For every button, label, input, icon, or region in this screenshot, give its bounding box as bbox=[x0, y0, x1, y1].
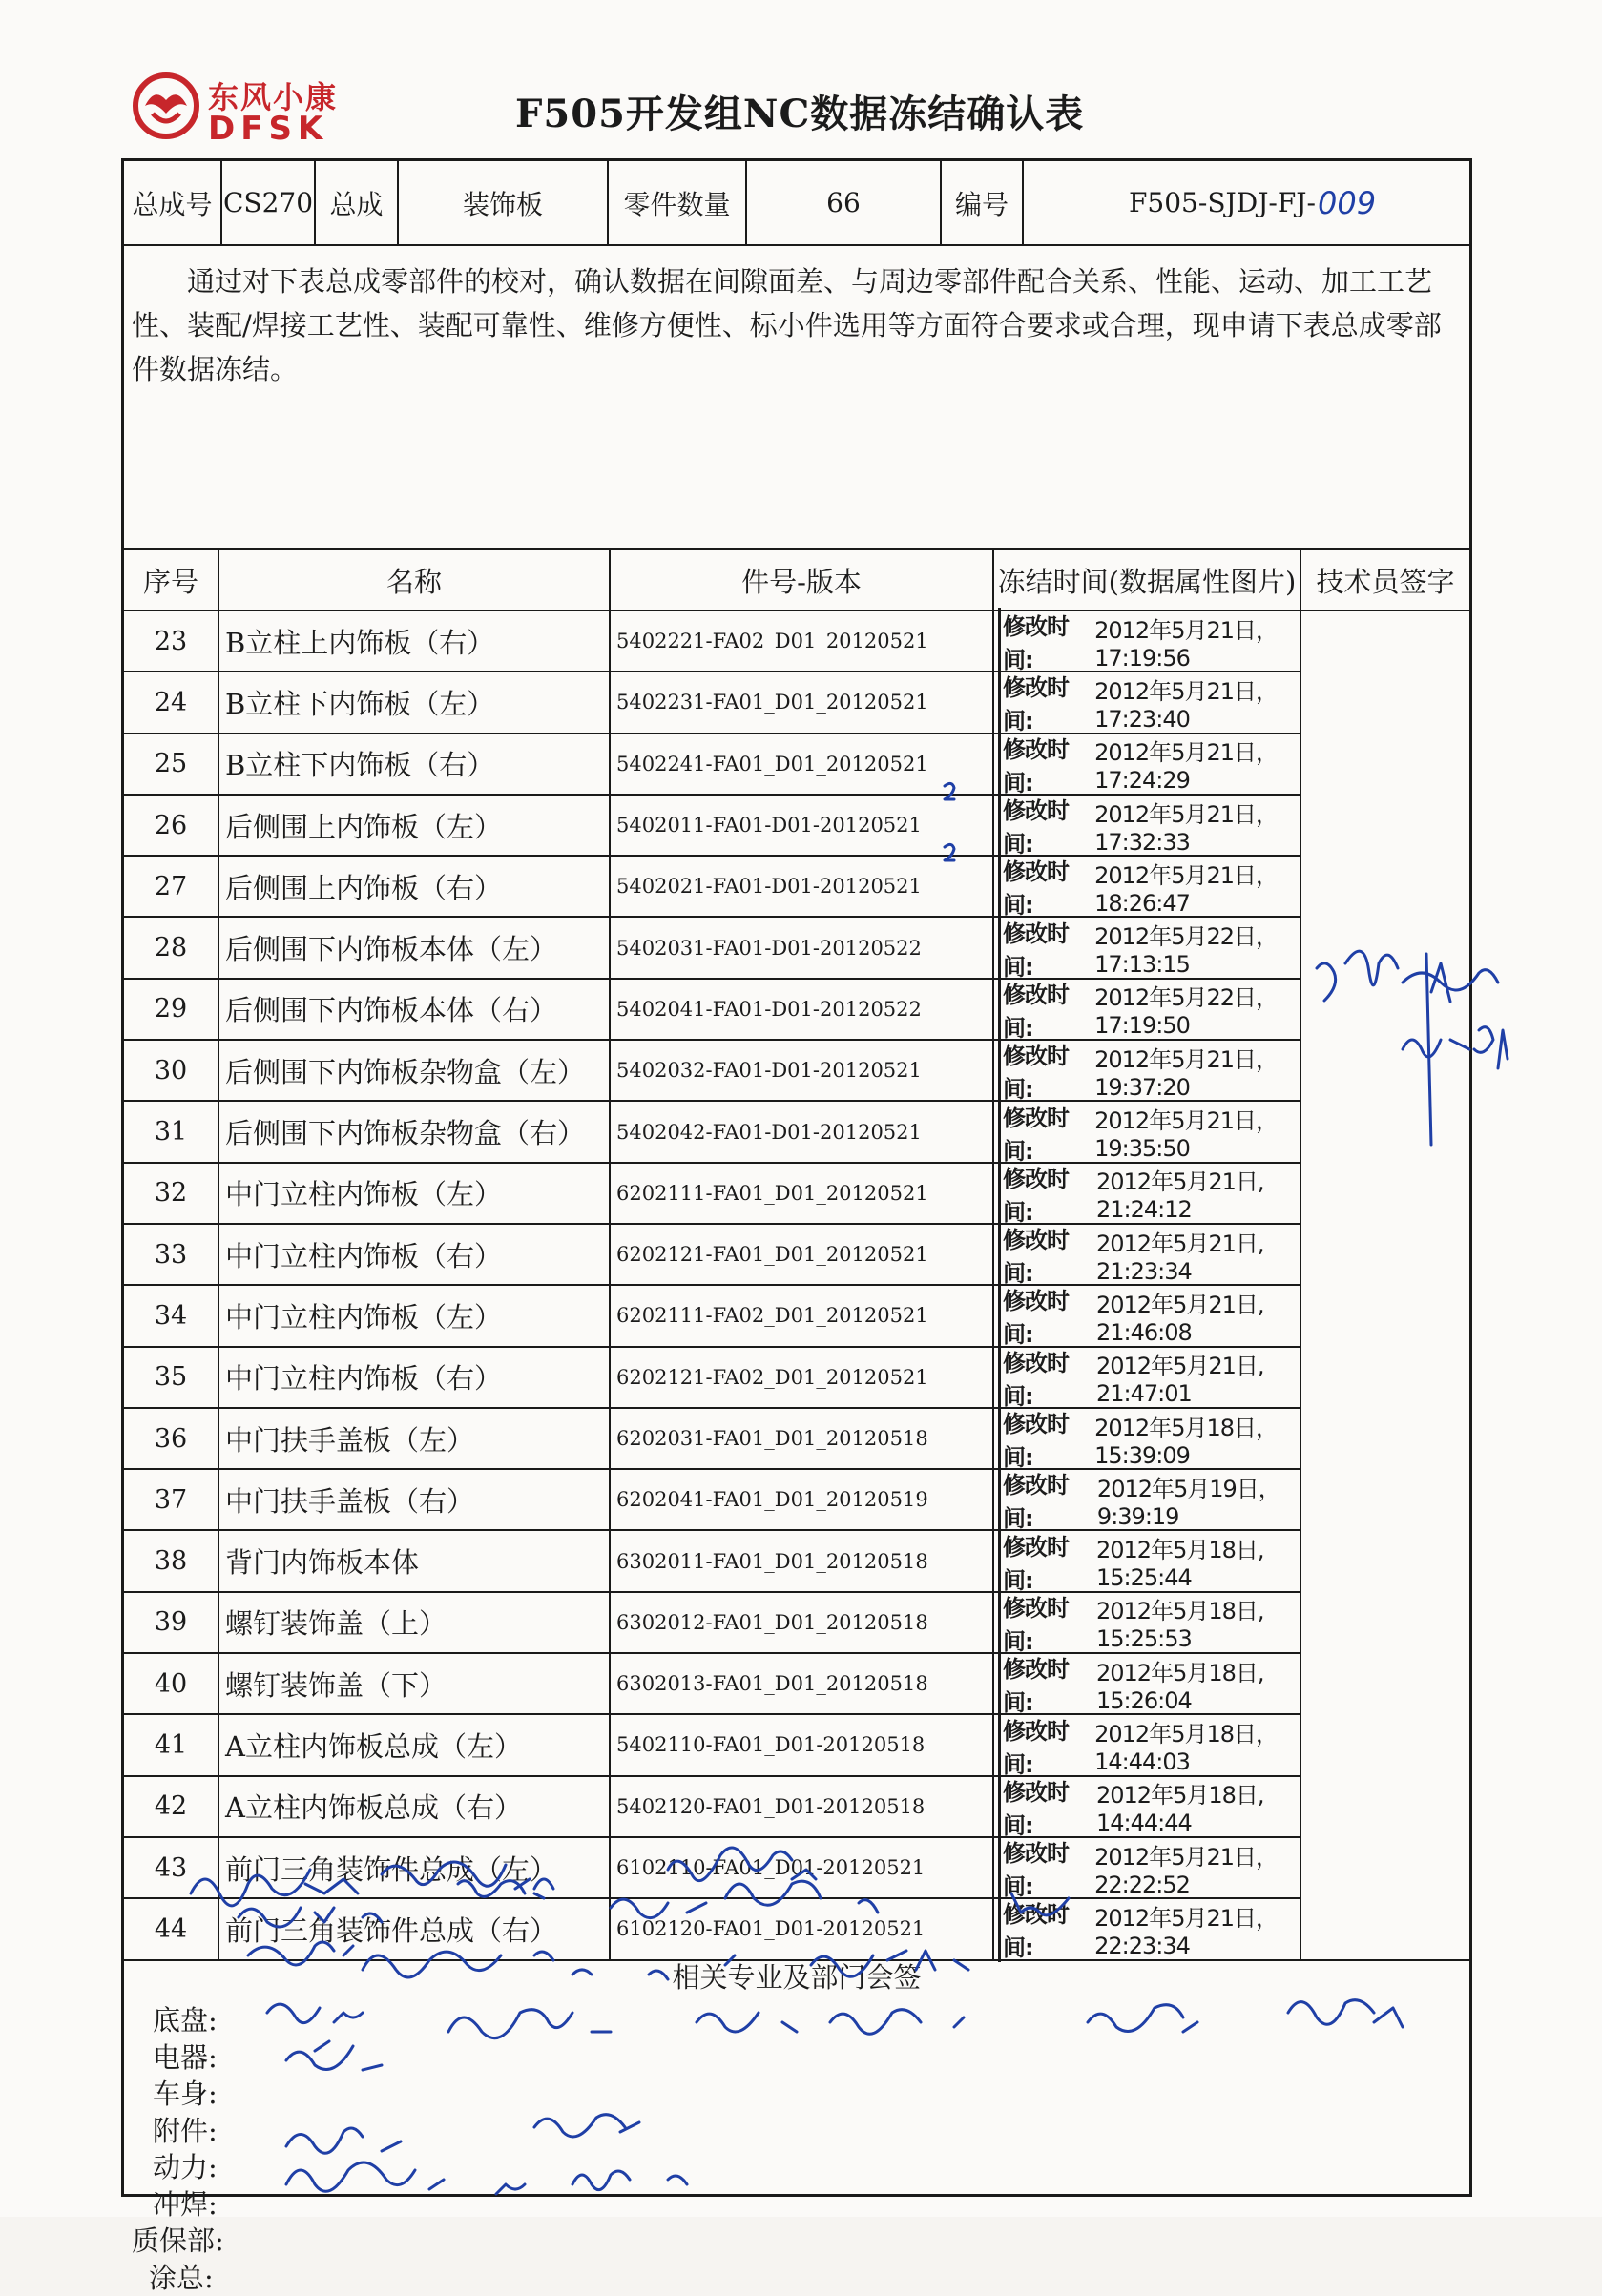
part-number: 6102120-FA01_D01-20120521 bbox=[611, 1899, 994, 1958]
freeze-time bbox=[994, 1041, 1301, 1100]
row-number: 36 bbox=[124, 1409, 219, 1468]
col-header-name: 名称 bbox=[219, 550, 611, 611]
code-handwritten: 009 bbox=[1318, 185, 1376, 221]
time-value: 2012年5月22日，17:13:15 bbox=[1094, 918, 1300, 978]
part-number: 6302012-FA01_D01_20120518 bbox=[611, 1593, 994, 1652]
freeze-time bbox=[994, 1286, 1301, 1345]
time-label: 修改时间: bbox=[998, 1650, 1075, 1717]
part-name: 后侧围上内饰板（右） bbox=[219, 857, 611, 916]
table-row bbox=[124, 1654, 1301, 1715]
time-value: 2012年5月21日, 21:46:08 bbox=[1096, 1286, 1300, 1346]
time-value: 2012年5月22日，17:19:50 bbox=[1094, 979, 1300, 1039]
time-label: 修改时间: bbox=[998, 976, 1073, 1043]
part-number: 5402021-FA01-D01-20120521 bbox=[611, 857, 994, 916]
freeze-time bbox=[994, 796, 1301, 855]
table-row bbox=[124, 1225, 1301, 1286]
dfsk-logo bbox=[132, 72, 346, 143]
time-value: 2012年5月21日, 21:24:12 bbox=[1096, 1163, 1300, 1223]
time-label: 修改时间: bbox=[998, 1037, 1073, 1104]
col-header-part: 件号-版本 bbox=[611, 550, 994, 611]
freeze-time bbox=[994, 1531, 1301, 1590]
row-number: 25 bbox=[124, 734, 219, 794]
time-value: 2012年5月21日，22:23:34 bbox=[1094, 1899, 1300, 1959]
part-count-label: 零件数量 bbox=[609, 161, 747, 246]
time-label: 修改时间: bbox=[998, 1466, 1076, 1533]
part-name: A立柱内饰板总成（右） bbox=[219, 1777, 611, 1836]
assembly-value: 装饰板 bbox=[399, 161, 609, 246]
cosign-title: 相关专业及部门会签 bbox=[124, 1956, 1469, 1996]
time-value: 2012年5月21日，22:22:52 bbox=[1094, 1838, 1300, 1898]
time-value: 2012年5月18日，15:39:09 bbox=[1094, 1409, 1300, 1469]
time-label: 修改时间: bbox=[998, 915, 1073, 982]
part-name: 后侧围上内饰板（左） bbox=[219, 796, 611, 855]
part-number: 5402241-FA01_D01_20120521 bbox=[611, 734, 994, 794]
time-label: 修改时间: bbox=[998, 1773, 1075, 1840]
row-number: 44 bbox=[124, 1899, 219, 1958]
cosign-label: 底盘: bbox=[153, 2002, 224, 2039]
freeze-time bbox=[994, 1102, 1301, 1161]
time-label: 修改时间: bbox=[998, 1589, 1075, 1656]
cosign-label: 电器: bbox=[153, 2039, 224, 2077]
time-label: 修改时间: bbox=[998, 1221, 1075, 1288]
part-name: 后侧围下内饰板本体（左） bbox=[219, 918, 611, 977]
part-name: A立柱内饰板总成（左） bbox=[219, 1715, 611, 1774]
table-row bbox=[124, 1899, 1301, 1960]
row-number: 34 bbox=[124, 1286, 219, 1345]
freeze-time bbox=[994, 1225, 1301, 1284]
part-name: 前门三角装饰件总成（右） bbox=[219, 1899, 611, 1958]
freeze-time bbox=[994, 1838, 1301, 1897]
time-label: 修改时间: bbox=[998, 1834, 1073, 1901]
part-number: 6202041-FA01_D01_20120519 bbox=[611, 1470, 994, 1529]
table-row bbox=[124, 1593, 1301, 1654]
time-value: 2012年5月18日, 15:26:04 bbox=[1096, 1654, 1300, 1714]
time-label: 修改时间: bbox=[998, 608, 1073, 674]
table-row bbox=[124, 1531, 1301, 1592]
freeze-time bbox=[994, 611, 1301, 671]
time-label: 修改时间: bbox=[998, 1282, 1075, 1349]
part-number: 5402110-FA01_D01-20120518 bbox=[611, 1715, 994, 1774]
time-label: 修改时间: bbox=[998, 1160, 1075, 1227]
time-value: 2012年5月21日，17:32:33 bbox=[1094, 796, 1300, 856]
part-number: 6302013-FA01_D01_20120518 bbox=[611, 1654, 994, 1713]
part-name: B立柱上内饰板（右） bbox=[219, 611, 611, 671]
part-name: B立柱下内饰板（左） bbox=[219, 672, 611, 732]
part-number: 5402120-FA01_D01-20120518 bbox=[611, 1777, 994, 1836]
time-label: 修改时间: bbox=[998, 1344, 1075, 1411]
col-header-time: 冻结时间(数据属性图片) bbox=[994, 550, 1301, 611]
freeze-time bbox=[994, 918, 1301, 977]
part-name: 后侧围下内饰板本体（右） bbox=[219, 980, 611, 1039]
row-number: 27 bbox=[124, 857, 219, 916]
row-number: 37 bbox=[124, 1470, 219, 1529]
row-number: 28 bbox=[124, 918, 219, 977]
row-number: 43 bbox=[124, 1838, 219, 1897]
code-label: 编号 bbox=[942, 161, 1024, 246]
time-label: 修改时间: bbox=[998, 1099, 1073, 1166]
time-value: 2012年5月21日，18:26:47 bbox=[1094, 857, 1300, 917]
row-number: 30 bbox=[124, 1041, 219, 1100]
time-label: 修改时间: bbox=[998, 1405, 1073, 1472]
freeze-time bbox=[994, 1348, 1301, 1407]
part-number: 5402042-FA01-D01-20120521 bbox=[611, 1102, 994, 1161]
table-row bbox=[124, 1348, 1301, 1409]
table-row bbox=[124, 1164, 1301, 1225]
table-row bbox=[124, 672, 1301, 734]
part-number: 5402031-FA01-D01-20120522 bbox=[611, 918, 994, 977]
confirmation-form bbox=[121, 158, 1472, 2197]
part-name: 前门三角装饰件总成（左） bbox=[219, 1838, 611, 1897]
row-number: 42 bbox=[124, 1777, 219, 1836]
time-label: 修改时间: bbox=[998, 1712, 1073, 1779]
cosign-label: 质保部: bbox=[132, 2223, 224, 2260]
row-number: 41 bbox=[124, 1715, 219, 1774]
table-row bbox=[124, 1777, 1301, 1838]
row-number: 24 bbox=[124, 672, 219, 732]
intro-paragraph: 通过对下表总成零部件的校对，确认数据在间隙面差、与周边零部件配合关系、性能、运动、加工工艺性、装配/焊接工艺性、装配可靠性、维修方便性、标小件选用等方面符合要求或合理，现申请下表总成零部件数据冻结。 bbox=[124, 246, 1469, 550]
time-label: 修改时间: bbox=[998, 792, 1073, 858]
time-value: 2012年5月21日，17:24:29 bbox=[1094, 734, 1300, 794]
page-title: F505开发组NC数据冻结确认表 bbox=[515, 84, 1084, 138]
time-value: 2012年5月18日, 14:44:44 bbox=[1096, 1776, 1300, 1836]
time-value: 2012年5月21日，17:23:40 bbox=[1094, 672, 1300, 733]
part-name: 后侧围下内饰板杂物盒（右） bbox=[219, 1102, 611, 1161]
time-value: 2012年5月18日, 15:25:53 bbox=[1096, 1592, 1300, 1652]
part-name: B立柱下内饰板（右） bbox=[219, 734, 611, 794]
time-value: 2012年5月21日，17:19:56 bbox=[1094, 611, 1300, 672]
freeze-time bbox=[994, 980, 1301, 1039]
table-row bbox=[124, 1470, 1301, 1531]
time-label: 修改时间: bbox=[998, 669, 1073, 735]
part-name: 螺钉装饰盖（下） bbox=[219, 1654, 611, 1713]
parts-table-body bbox=[124, 611, 1301, 1961]
part-number: 6202121-FA02_D01_20120521 bbox=[611, 1348, 994, 1407]
time-label: 修改时间: bbox=[998, 1528, 1075, 1595]
table-row bbox=[124, 857, 1301, 918]
table-row bbox=[124, 611, 1301, 672]
cosign-label: 动力: bbox=[153, 2149, 224, 2186]
time-value: 2012年5月18日, 15:25:44 bbox=[1096, 1531, 1300, 1591]
part-name: 背门内饰板本体 bbox=[219, 1531, 611, 1590]
part-name: 中门立柱内饰板（右） bbox=[219, 1348, 611, 1407]
table-row bbox=[124, 796, 1301, 857]
cosign-label: 涂总: bbox=[149, 2260, 224, 2296]
time-label: 修改时间: bbox=[998, 731, 1073, 797]
freeze-time bbox=[994, 672, 1301, 732]
part-name: 中门扶手盖板（右） bbox=[219, 1470, 611, 1529]
table-row bbox=[124, 734, 1301, 796]
part-number: 6202111-FA02_D01_20120521 bbox=[611, 1286, 994, 1345]
table-row bbox=[124, 1102, 1301, 1163]
logo-english-text: DFSK bbox=[208, 110, 328, 148]
part-name: 后侧围下内饰板杂物盒（左） bbox=[219, 1041, 611, 1100]
table-row bbox=[124, 1409, 1301, 1470]
part-name: 螺钉装饰盖（上） bbox=[219, 1593, 611, 1652]
time-label: 修改时间: bbox=[998, 1895, 1073, 1962]
row-number: 32 bbox=[124, 1164, 219, 1223]
freeze-time bbox=[994, 1715, 1301, 1774]
freeze-time bbox=[994, 1409, 1301, 1468]
part-name: 中门立柱内饰板（左） bbox=[219, 1286, 611, 1345]
freeze-time bbox=[994, 1777, 1301, 1836]
logo-chinese-text: 东风小康 bbox=[208, 73, 338, 117]
part-number: 6202111-FA01_D01_20120521 bbox=[611, 1164, 994, 1223]
part-name: 中门立柱内饰板（左） bbox=[219, 1164, 611, 1223]
col-header-signature: 技术员签字 bbox=[1301, 550, 1469, 611]
time-value: 2012年5月21日, 21:23:34 bbox=[1096, 1225, 1300, 1285]
time-value: 2012年5月21日, 21:47:01 bbox=[1096, 1347, 1300, 1407]
part-number: 6302011-FA01_D01_20120518 bbox=[611, 1531, 994, 1590]
assembly-label: 总成 bbox=[316, 161, 399, 246]
part-name: 中门扶手盖板（左） bbox=[219, 1409, 611, 1468]
row-number: 31 bbox=[124, 1102, 219, 1161]
freeze-time bbox=[994, 1899, 1301, 1958]
time-value: 2012年5月21日，19:37:20 bbox=[1094, 1041, 1300, 1101]
part-number: 6202031-FA01_D01_20120518 bbox=[611, 1409, 994, 1468]
row-number: 38 bbox=[124, 1531, 219, 1590]
code-value-cell bbox=[1024, 161, 1469, 246]
freeze-time bbox=[994, 1164, 1301, 1223]
cosign-label: 冲焊: bbox=[153, 2186, 224, 2224]
table-row bbox=[124, 1041, 1301, 1102]
cosign-labels bbox=[153, 2002, 224, 2296]
technician-signature-cell bbox=[1301, 611, 1469, 1961]
row-number: 23 bbox=[124, 611, 219, 671]
table-row bbox=[124, 980, 1301, 1041]
row-number: 33 bbox=[124, 1225, 219, 1284]
time-label: 修改时间: bbox=[998, 853, 1073, 920]
part-number: 5402032-FA01-D01-20120521 bbox=[611, 1041, 994, 1100]
assembly-no-value: CS270 bbox=[222, 161, 316, 246]
freeze-time bbox=[994, 1654, 1301, 1713]
time-value: 2012年5月19日，9:39:19 bbox=[1097, 1470, 1300, 1530]
row-number: 29 bbox=[124, 980, 219, 1039]
freeze-time bbox=[994, 1593, 1301, 1652]
part-number: 5402231-FA01_D01_20120521 bbox=[611, 672, 994, 732]
table-row bbox=[124, 918, 1301, 979]
part-number: 6102110-FA01_D01-20120521 bbox=[611, 1838, 994, 1897]
freeze-time bbox=[994, 857, 1301, 916]
part-number: 5402011-FA01-D01-20120521 bbox=[611, 796, 994, 855]
part-name: 中门立柱内饰板（右） bbox=[219, 1225, 611, 1284]
freeze-time bbox=[994, 734, 1301, 794]
row-number: 39 bbox=[124, 1593, 219, 1652]
table-row bbox=[124, 1286, 1301, 1347]
row-number: 40 bbox=[124, 1654, 219, 1713]
dfsk-emblem-icon bbox=[132, 72, 200, 140]
cosign-label: 附件: bbox=[153, 2113, 224, 2150]
cosign-label: 车身: bbox=[153, 2076, 224, 2113]
part-number: 5402221-FA02_D01_20120521 bbox=[611, 611, 994, 671]
part-number: 5402041-FA01-D01-20120522 bbox=[611, 980, 994, 1039]
code-value: F505-SJDJ-FJ- bbox=[1129, 187, 1316, 218]
table-row bbox=[124, 1715, 1301, 1776]
freeze-time bbox=[994, 1470, 1301, 1529]
part-count-value: 66 bbox=[747, 161, 942, 246]
row-number: 35 bbox=[124, 1348, 219, 1407]
time-value: 2012年5月18日，14:44:03 bbox=[1094, 1715, 1300, 1775]
col-header-no: 序号 bbox=[124, 550, 219, 611]
row-number: 26 bbox=[124, 796, 219, 855]
part-number: 6202121-FA01_D01_20120521 bbox=[611, 1225, 994, 1284]
table-row bbox=[124, 1838, 1301, 1899]
assembly-no-label: 总成号 bbox=[124, 161, 222, 246]
time-value: 2012年5月21日，19:35:50 bbox=[1094, 1102, 1300, 1162]
